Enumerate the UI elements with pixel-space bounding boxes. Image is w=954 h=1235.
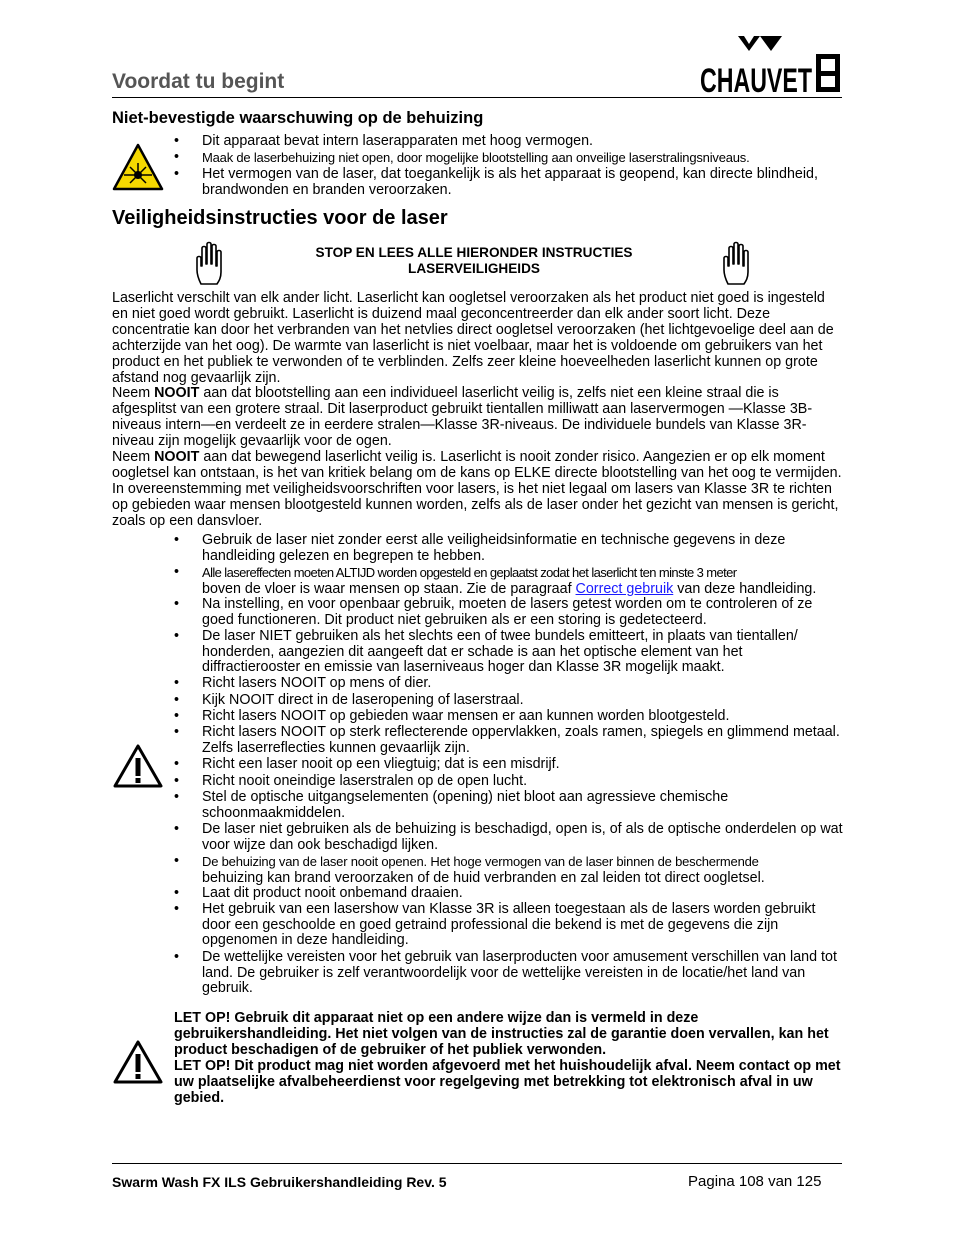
correct-use-link[interactable]: Correct gebruik — [575, 580, 674, 597]
list-item: • Gebruik de laser niet zonder eerst alle veiligheidsinformatie en technische gegevens in deze handleiding gelezen en begrepen te hebben. — [174, 532, 786, 564]
list-item: • Richt nooit oneindige laserstralen op de open lucht. — [174, 773, 528, 789]
list-item: • Richt lasers NOOIT op mens of dier. — [174, 675, 432, 691]
warning-icon — [112, 743, 164, 789]
caution-notice: LET OP! Gebruik dit apparaat niet op een andere wijze dan is vermeld in deze gebruikershandleiding. Het niet volgen van de instructies zal de garantie doen vervallen, kan het product beschadigen of de gebruiker of het publiek verwonden. LET OP! Dit product mag niet worden afgevoerd met het huishoudelijk afval. Neem contact op met uw plaatselijke afvalbeheerdienst voor regelgeving met betrekking tot elektronisch afval in uw gebied. — [174, 1010, 841, 1106]
list-item: • Richt lasers NOOIT op gebieden waar mensen er aan kunnen worden blootgesteld. — [174, 708, 730, 724]
laser-intro-paragraph: Laserlicht verschilt van elk ander licht. Laserlicht kan oogletsel veroorzaken als het product niet goed is ingesteld en niet goed wordt gebruikt. Laserlicht is duizend maal geconcentreerder dan elk ander soort licht. Deze concentratie kan door het verbranden van het netvlies direct oogletsel veroorzaken (het lichtgevoelige deel aan de achterzijde van het oog). De warmte van laserlicht is niet voelbaar, maar het is voldoende om gebruikers van het product en het publiek te verwonden of te verblinden. Zelfs zeer kleine hoeveelheden laserlicht kunnen op grote afstand nog gevaarlijk zijn. — [112, 290, 834, 386]
list-item: • Richt lasers NOOIT op sterk reflecterende oppervlakken, zoals ramen, spiegels en glimmend metaal. Zelfs laserreflecties kunnen gevaarlijk zijn. — [174, 724, 840, 756]
stop-read-instructions: STOP EN LEES ALLE HIERONDER INSTRUCTIES LASERVEILIGHEIDS — [315, 245, 633, 276]
laser-paragraph-3: Neem NOOIT aan dat bewegend laserlicht veilig is. Laserlicht is nooit zonder risico. Aangezien er op elk moment oogletsel kan ontstaan, is het van kritiek belang om de kans op ELKE directe blootstelling van het oog te vermijden. In overeenstemming met veiligheidsvoorschriften voor lasers, is het niet legaal om lasers van Klasse 3R te richten op gebieden waar mensen blootgesteld kunnen worden, zelfs als de laser onder het gezicht van mensen is gericht, zoals op een dansvloer. — [112, 449, 842, 529]
warning-icon — [112, 1039, 164, 1085]
list-item: • De laser NIET gebruiken als het slechts een of twee bundels emitteert, in plaats van tientallen/ honderden, aangezien dit aangeeft dat er schade is aan het optische element van het diffractierooster en emissie van laserniveaus hoger dan Klasse 3R mogelijk maakt. — [174, 628, 798, 676]
list-item: • Dit apparaat bevat intern laserapparaten met hoog vermogen. — [174, 133, 594, 149]
page-number: Pagina 108 van 125 — [688, 1173, 822, 1190]
list-item: • Richt een laser nooit op een vliegtuig; dat is een misdrijf. — [174, 756, 560, 772]
list-item: • Stel de optische uitgangselementen (opening) niet bloot aan agressieve chemische schoonmaakmiddelen. — [174, 789, 729, 821]
laser-safety-heading: Veiligheidsinstructies voor de laser — [112, 207, 448, 229]
list-item: • Na instelling, en voor openbaar gebruik, moeten de lasers getest worden om te controleren of ze goed functioneren. Dit product niet gebruiken als er een storing is gedetecteerd. — [174, 596, 813, 628]
laser-radiation-icon — [112, 143, 164, 191]
chauvet-dj-logo — [700, 34, 842, 100]
list-item: • De behuizing van de laser nooit openen. Het hoge vermogen van de laser binnen de beschermende behuizing kan brand veroorzaken of de huid verbranden en zal leiden tot direct oogletsel. — [174, 853, 765, 886]
footer-rule — [112, 1163, 842, 1164]
list-item: • Kijk NOOIT direct in de laseropening of laserstraal. — [174, 692, 524, 708]
list-item: • Laat dit product nooit onbemand draaien. — [174, 885, 463, 901]
svg-text:CHAUVET: CHAUVET — [700, 62, 813, 100]
list-item: • De laser niet gebruiken als de behuizing is beschadigd, open is, of als de optische onderdelen op wat voor wijze dan ook beschadigd lijken. — [174, 821, 843, 853]
stop-hand-icon — [193, 240, 227, 286]
list-item: • Het gebruik van een lasershow van Klasse 3R is alleen toegestaan als de lasers worden gebruikt door een geschoolde en goed getraind professional die bekend is met de gegevens die zijn opgenomen in deze handleiding. — [174, 901, 816, 949]
list-item: • Alle lasereffecten moeten ALTIJD worden opgesteld en geplaatst zodat het laserlicht ten minste 3 meter boven de vloer is waar mensen op staan. Zie de paragraaf Correct gebruik van deze handleiding. — [174, 564, 817, 597]
laser-warning-heading: Niet-bevestigde waarschuwing op de behuizing — [112, 109, 484, 127]
laser-paragraph-2: Neem NOOIT aan dat blootstelling aan een individueel laserlicht veilig is, zelfs niet een kleine straal die is afgesplitst van een grotere straal. Dit laserproduct gebruikt tientallen milliwatt aan laservermogen —Klasse 3B-niveaus intern—en verdeelt ze in eerdere stralen—Klasse 3R-niveaus. De individuele bundels van Klasse 3R-niveau zijn mogelijk gevaarlijk voor de ogen. — [112, 385, 813, 449]
page-section-title: Voordat tu begint — [112, 70, 285, 93]
list-item: • Het vermogen van de laser, dat toegankelijk is als het apparaat is geopend, kan directe blindheid, brandwonden en branden veroorzaken. — [174, 166, 818, 198]
list-item: • De wettelijke vereisten voor het gebruik van laserproducten voor amusement verschillen van land tot land. De gebruiker is zelf verantwoordelijk voor de wettelijke vereisten in de locatie/het land van gebruik. — [174, 949, 837, 997]
list-item: • Maak de laserbehuizing niet open, door mogelijke blootstelling aan onveilige laserstralingsniveaus. — [174, 149, 750, 165]
stop-hand-icon — [720, 240, 754, 286]
footer-manual-title: Swarm Wash FX ILS Gebruikershandleiding Rev. 5 — [112, 1174, 447, 1190]
